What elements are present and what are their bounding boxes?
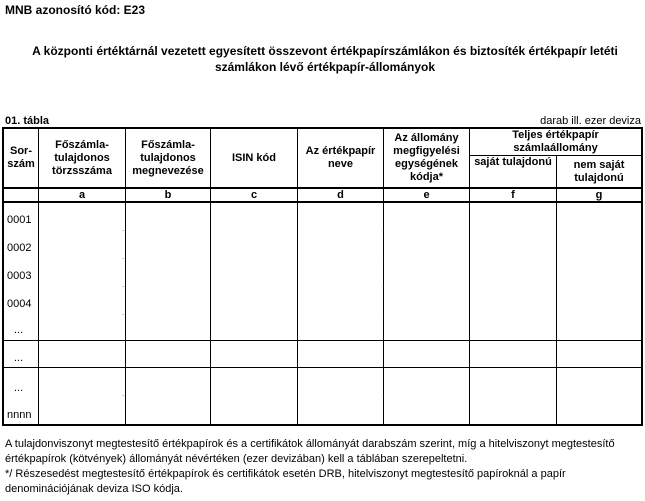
row-label-0003: 0003: [7, 270, 32, 282]
col-header-sajat: saját tulajdonú: [474, 156, 552, 168]
col-letter-f: f: [511, 188, 515, 201]
letters-bottom-border: [2, 201, 642, 203]
row-label-0004: 0004: [7, 298, 32, 310]
doc-id: MNB azonosító kód: E23: [5, 3, 146, 17]
cell-dot: .: [382, 308, 385, 317]
col-header-group-teljes: Teljes értékpapír számlaállomány: [512, 129, 599, 154]
col-header-megnevezes: Főszámla- tulajdonos megnevezése: [132, 138, 204, 177]
cell-dot: .: [122, 224, 125, 233]
footnote-line-1: A tulajdonviszonyt megtestesítő értékpapírok és a certifikátok állományát darabszám szerint, míg a hitelviszonyt megtestesítő értékpapírok (kötvények) állományát névértéken (ezer devizában) kell a táblában szerepeltetni.: [5, 438, 615, 465]
row-label-ellipsis-3: ...: [14, 382, 24, 394]
col-letter-a: a: [78, 188, 86, 201]
col-header-torzsszam: Főszámla- tulajdonos törzsszáma: [52, 138, 112, 177]
row-divider-1: [2, 340, 642, 341]
col-header-ertekpapir-neve: Az értékpapír neve: [305, 145, 376, 170]
col-letter-g: g: [595, 188, 603, 201]
cell-dot: .: [382, 389, 385, 398]
table-bottom-border: [2, 424, 642, 426]
table-right-border: [641, 127, 643, 426]
cell-dot: .: [382, 280, 385, 289]
col-letter-d: d: [337, 188, 344, 201]
col-letter-e: e: [423, 188, 430, 201]
cell-dot: .: [382, 224, 385, 233]
footnote-line-2: */ Részesedést megtestesítő értékpapírok és certifikátok esetén DRB, hitelviszonyt megtestesítő papíroknál a papír denominációjának deviza ISO kódja.: [5, 468, 566, 495]
cell-dot: .: [122, 389, 125, 398]
col-letter-c: c: [250, 188, 258, 201]
row-label-nnnn: nnnn: [7, 409, 32, 421]
cell-dot: .: [382, 252, 385, 261]
row-divider-2: [2, 367, 642, 368]
table-number: 01. tábla: [5, 115, 50, 127]
cell-dot: .: [122, 252, 125, 261]
footnote: [5, 437, 641, 497]
row-label-0002: 0002: [7, 242, 32, 254]
row-label-0001: 0001: [7, 214, 32, 226]
cell-dot: .: [122, 280, 125, 289]
row-label-ellipsis-2: ...: [14, 352, 24, 364]
row-label-ellipsis-1: ...: [14, 324, 24, 336]
unit-note: darab ill. ezer deviza: [540, 115, 641, 127]
col-header-isin: ISIN kód: [231, 151, 276, 164]
col-letter-b: b: [164, 188, 172, 201]
col-header-sorszam: Sor- szám: [7, 145, 35, 170]
col-header-megfigyelesi-kod: Az állomány megfigyelési egységének kódja*: [393, 132, 460, 183]
col-header-nem-sajat: nem saját tulajdonú: [573, 158, 625, 184]
doc-title: A központi értéktárnál vezetett egyesített összevont értékpapírszámlákon és biztosíték értékpapír letéti számlákon lévő értékpapír-állományok: [32, 44, 618, 74]
cell-dot: .: [122, 308, 125, 317]
